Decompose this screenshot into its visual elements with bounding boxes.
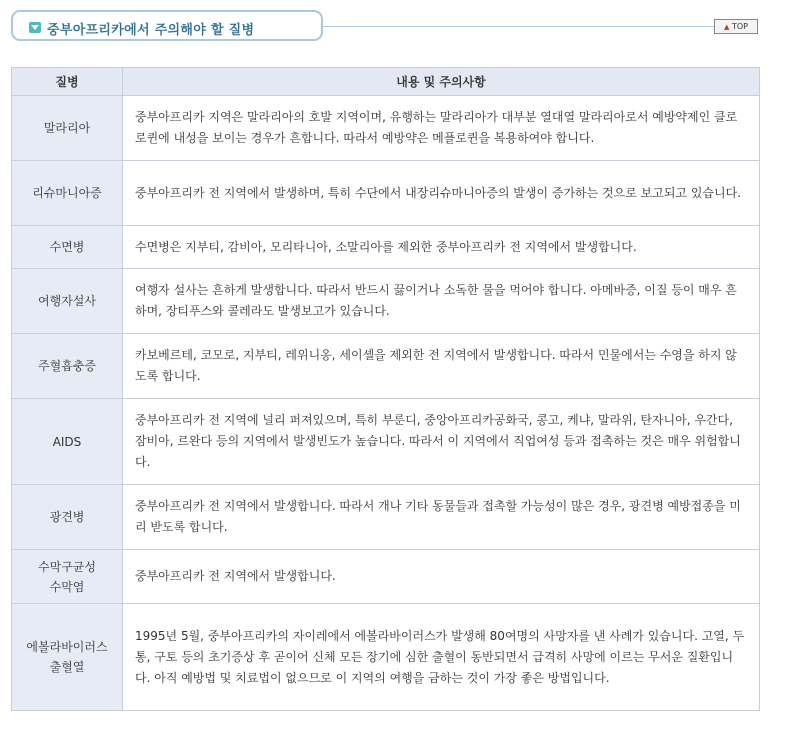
disease-name: 수막구균성 수막염 (12, 550, 123, 604)
disease-description: 중부아프리카 지역은 말라리아의 호발 지역이며, 유행하는 말라리아가 대부분 열대열 말라리아로서 예방약제인 클로로퀸에 내성을 보이는 경우가 흔합니다. 따라서 예방약은 메플로퀸을 복용하여야 합니다. (123, 96, 760, 161)
table-row (12, 485, 760, 550)
table-row (12, 550, 760, 604)
disease-description: 중부아프리카 전 지역에서 발생합니다. (123, 550, 760, 604)
disease-name: AIDS (12, 399, 123, 485)
top-button[interactable] (714, 19, 758, 34)
table-row (12, 96, 760, 161)
disease-description: 중부아프리카 전 지역에 널리 퍼져있으며, 특히 부룬디, 중앙아프리카공화국, 콩고, 케냐, 말라위, 탄자니아, 우간다, 잠비아, 르완다 등의 지역에서 발생빈도가 높습니다. 따라서 이 지역에서 직업여성 등과 접촉하는 것은 매우 위험합니다. (123, 399, 760, 485)
header-description: 내용 및 주의사항 (123, 68, 760, 96)
divider (323, 26, 715, 27)
disease-name: 말라리아 (12, 96, 123, 161)
table-row (12, 226, 760, 269)
disease-description: 중부아프리카 전 지역에서 발생하며, 특히 수단에서 내장리슈마니아증의 발생이 증가하는 것으로 보고되고 있습니다. (123, 161, 760, 226)
disease-name: 리슈마니아증 (12, 161, 123, 226)
top-button-label: TOP (731, 22, 748, 31)
table-row (12, 334, 760, 399)
disease-description: 여행자 설사는 흔하게 발생합니다. 따라서 반드시 끓이거나 소독한 물을 먹어야 합니다. 아메바증, 이질 등이 매우 흔하며, 장티푸스와 콜레라도 발생보고가 있습니다. (123, 269, 760, 334)
table-row (12, 399, 760, 485)
header-disease: 질병 (12, 68, 123, 96)
table-row (12, 604, 760, 711)
section-title-box (11, 10, 323, 41)
disease-name: 주혈흡충증 (12, 334, 123, 399)
disease-description: 카보베르테, 코모로, 지부티, 레위니옹, 세이셸을 제외한 전 지역에서 발생합니다. 따라서 민물에서는 수영을 하지 않도록 합니다. (123, 334, 760, 399)
table-row (12, 161, 760, 226)
disease-description: 1995년 5월, 중부아프리카의 자이레에서 에볼라바이러스가 발생해 80여명의 사망자를 낸 사례가 있습니다. 고열, 두통, 구토 등의 초기증상 후 곧이어 신체 모든 장기에 심한 출혈이 동반되면서 급격히 사망에 이르는 무서운 질환입니다. 아직 예방법 및 치료법이 없으므로 이 지역의 여행을 금하는 것이 가장 좋은 방법입니다. (123, 604, 760, 711)
disease-name: 에볼라바이러스 출혈열 (12, 604, 123, 711)
disease-name: 수면병 (12, 226, 123, 269)
disease-name: 여행자설사 (12, 269, 123, 334)
table-row (12, 269, 760, 334)
disease-description: 수면병은 지부티, 감비아, 모리타니아, 소말리아를 제외한 중부아프리카 전 지역에서 발생합니다. (123, 226, 760, 269)
arrow-up-icon: ▲ (724, 23, 730, 31)
table-header-row (12, 68, 760, 96)
chevron-down-icon (29, 22, 41, 33)
disease-table (11, 67, 760, 711)
section-title: 중부아프리카에서 주의해야 할 질병 (47, 23, 255, 38)
disease-name: 광견병 (12, 485, 123, 550)
disease-description: 중부아프리카 전 지역에서 발생합니다. 따라서 개나 기타 동물들과 접촉할 가능성이 많은 경우, 광견병 예방접종을 미리 받도록 합니다. (123, 485, 760, 550)
